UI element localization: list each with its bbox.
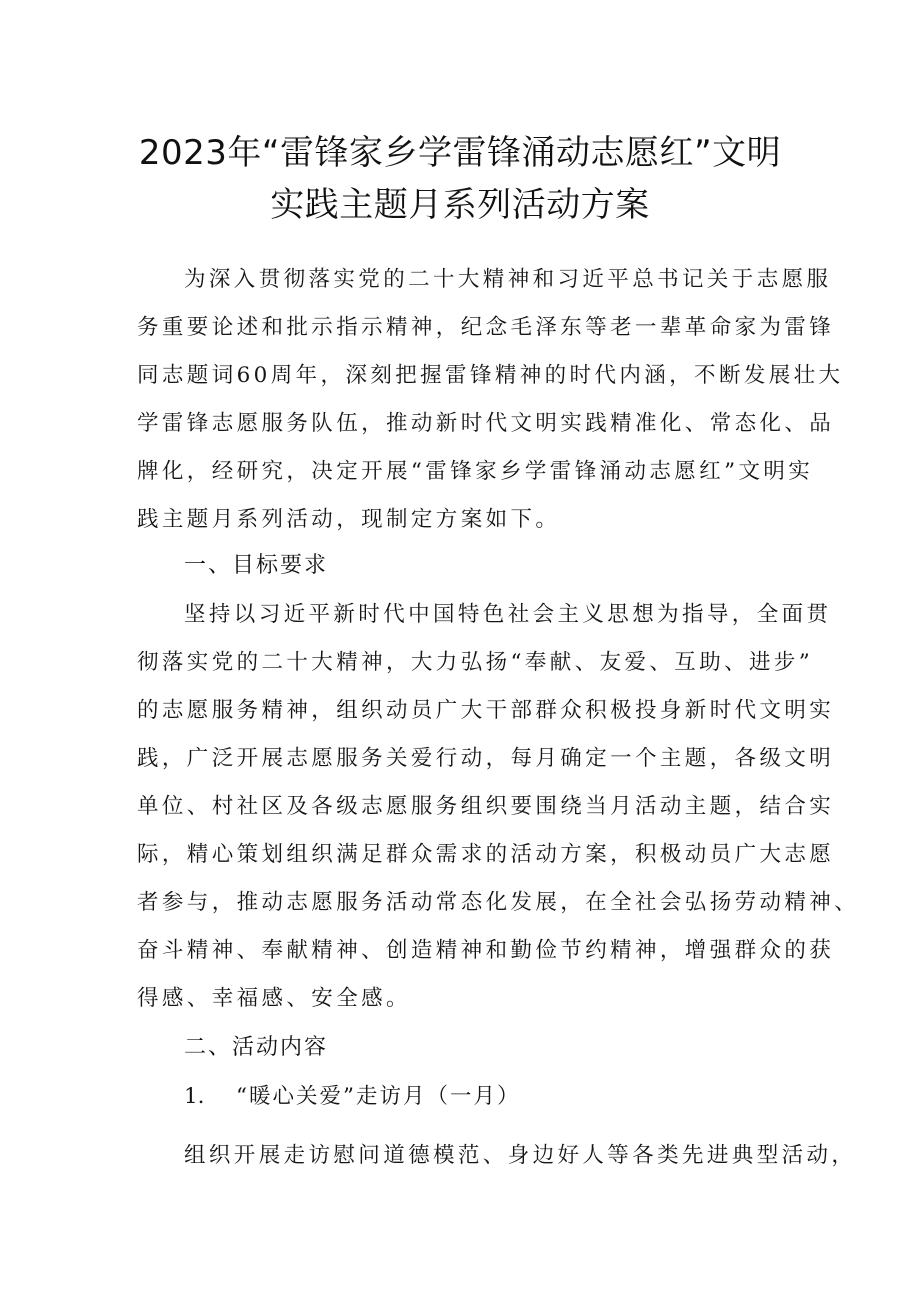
section-heading-goals: 一、目标要求: [184, 553, 329, 578]
intro-line: 牌化，经研究，决定开展“雷锋家乡学雷锋涌动志愿红”文明实: [137, 459, 814, 484]
intro-line: 践主题月系列活动，现制定方案如下。: [137, 507, 561, 532]
document-title-line-1: 2023年“雷锋家乡学雷锋涌动志愿红”文明: [138, 133, 782, 173]
section1-line: 奋斗精神、奉献精神、创造精神和勤俭节约精神，增强群众的获: [137, 938, 835, 963]
intro-line: 为深入贯彻落实党的二十大精神和习近平总书记关于志愿服: [184, 267, 832, 292]
section1-line: 坚持以习近平新时代中国特色社会主义思想为指导，全面贯: [184, 602, 832, 627]
section1-line: 践，广泛开展志愿服务关爱行动，每月确定一个主题，各级文明: [137, 746, 835, 771]
section1-line: 单位、村社区及各级志愿服务组织要围绕当月活动主题，结合实: [137, 794, 835, 819]
intro-line: 同志题词60周年，深刻把握雷锋精神的时代内涵，不断发展壮大: [137, 363, 844, 388]
section2-line: 组织开展走访慰问道德模范、身边好人等各类先进典型活动，: [184, 1143, 857, 1168]
section1-line: 彻落实党的二十大精神，大力弘扬“奉献、友爱、互助、进步”: [137, 650, 814, 675]
list-item-number: 1.: [184, 1084, 205, 1109]
section1-line: 的志愿服务精神，组织动员广大干部群众积极投身新时代文明实: [137, 698, 835, 723]
section-heading-activities: 二、活动内容: [184, 1035, 329, 1060]
section1-line: 际，精心策划组织满足群众需求的活动方案，积极动员广大志愿: [137, 842, 835, 867]
section1-line: 得感、幸福感、安全感。: [137, 986, 411, 1011]
intro-line: 学雷锋志愿服务队伍，推动新时代文明实践精准化、常态化、品: [137, 411, 835, 436]
intro-line: 务重要论述和批示指示精神，纪念毛泽东等老一辈革命家为雷锋: [137, 315, 835, 340]
section1-line: 者参与，推动志愿服务活动常态化发展，在全社会弘扬劳动精神、: [137, 890, 860, 915]
document-title-line-2: 实践主题月系列活动方案: [270, 185, 650, 225]
list-item-title: “暖心关爱”走访月（一月）: [236, 1084, 521, 1109]
